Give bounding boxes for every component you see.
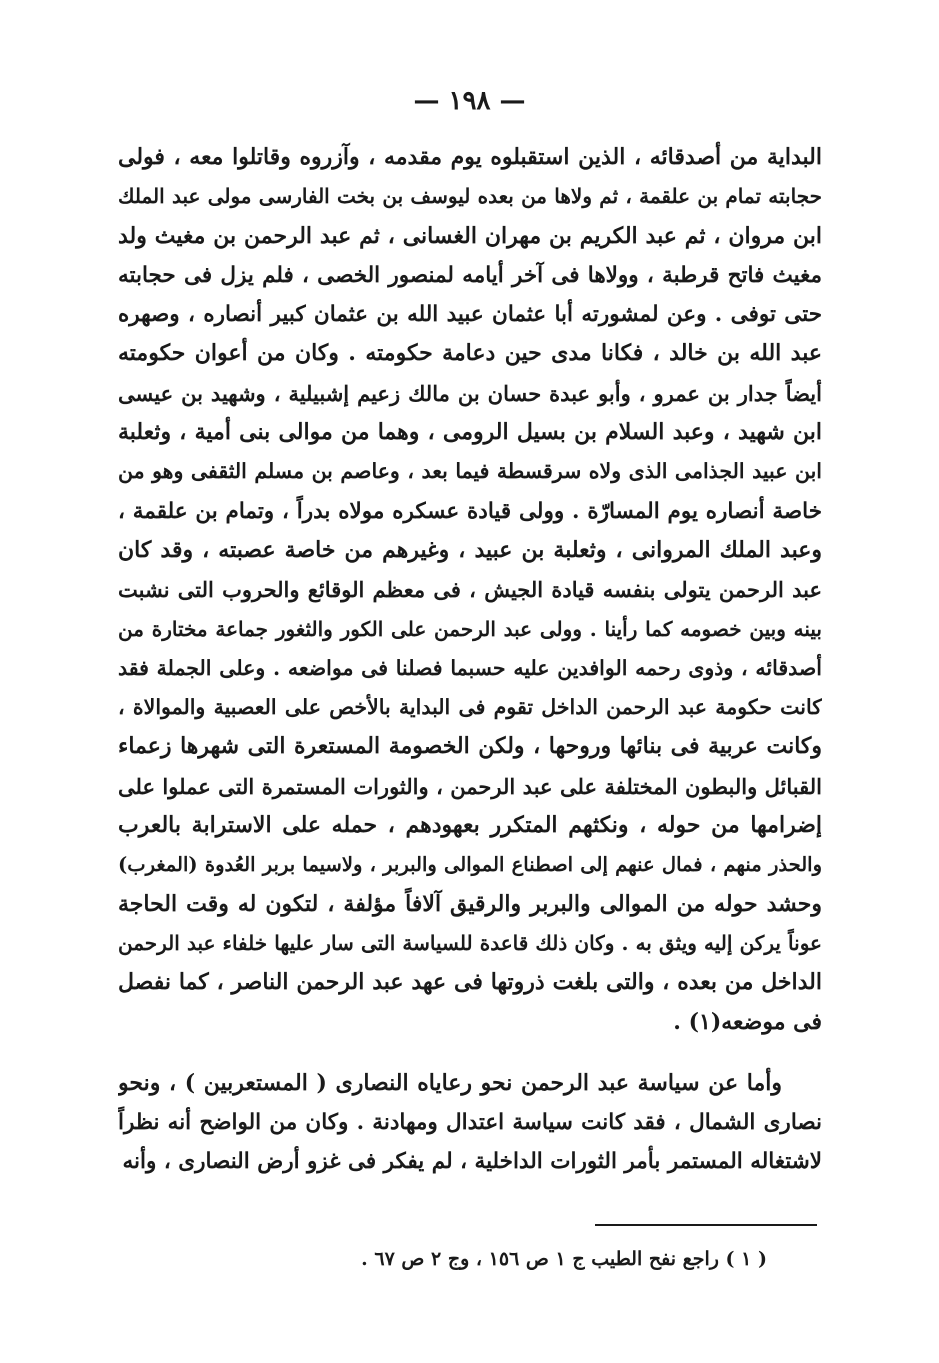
- text-line: عوناً يركن إليه ويثق به . وكان ذلك قاعدة للسياسة التى سار عليها خلفاء عبد الرحمن: [118, 930, 822, 955]
- page-number: — ١٩٨ —: [413, 86, 526, 116]
- body-text: [118, 138, 822, 1182]
- text-line: أصدقائه ، وذوى رحمه الوافدين عليه حسبما فصلنا فى مواضعه . وعلى الجملة فقد: [118, 655, 822, 680]
- text-line: وأما عن سياسة عبد الرحمن نحو رعاياه النصارى ( المستعربين ) ، ونحو: [118, 1069, 782, 1096]
- text-line: حتى توفى . وعن لمشورته أبا عثمان عبيد الله بن عثمان كبير أنصاره ، وصهره: [118, 302, 822, 328]
- text-line: والحذر منهم ، فمال عنهم إلى اصطناع الموالى والبربر ، ولاسيما بربر العُدوة (المغرب): [118, 853, 822, 877]
- text-line: مغيث فاتح قرطبة ، وولاها فى آخر أيامه لمنصور الخصى ، فلم يزل فى حجابته: [118, 262, 822, 288]
- text-line: ابن مروان ، ثم عبد الكريم بن مهران الغسانى ، ثم عبد الرحمن بن مغيث ولد: [118, 222, 822, 249]
- text-line: ابن عبيد الجذامى الذى ولاه سرقسطة فيما بعد ، وعاصم بن مسلم الثقفى وهو من: [118, 459, 822, 484]
- text-line: عبد الرحمن يتولى بنفسه قيادة الجيش ، فى معظم الوقائع والحروب التى نشبت: [118, 577, 822, 603]
- footnote-separator: [595, 1224, 817, 1226]
- text-line: البداية من أصدقائه ، الذين استقبلوه يوم مقدمه ، وآزروه وقاتلوا معه ، فولى: [118, 144, 822, 170]
- text-line: كانت حكومة عبد الرحمن الداخل تقوم فى البداية بالأخص على العصبية والموالاة ،: [118, 695, 822, 720]
- footnote: ( ١ ) راجع نفح الطيب ج ١ ص ١٥٦ ، وج ٢ ص ٦٧ .: [361, 1248, 767, 1270]
- text-line: بينه وبين خصومه كما رأينا . وولى عبد الرحمن على الكور والثغور جماعة مختارة من: [118, 616, 822, 641]
- text-line: القبائل والبطون المختلفة على عبد الرحمن ، والثورات المستمرة التى عملوا على: [118, 773, 822, 799]
- paragraph-gap: [118, 1042, 822, 1064]
- text-line: وعبد الملك المروانى ، وثعلبة بن عبيد ، وغيرهم من خاصة عصبته ، وقد كان: [118, 536, 822, 563]
- text-line: الداخل من بعده ، والتى بلغت ذروتها فى عهد عبد الرحمن الناصر ، كما نفصل: [118, 969, 822, 996]
- text-line: حجابته تمام بن علقمة ، ثم ولاها من بعده ليوسف بن بخت الفارسى مولى عبد الملك: [118, 184, 822, 209]
- text-line: إضرامها من حوله ، ونكثهم المتكرر بعهودهم ، حمله على الاسترابة بالعرب: [118, 812, 822, 839]
- paragraph-1: [118, 138, 822, 1042]
- text-line: نصارى الشمال ، فقد كانت سياسة اعتدال ومهادنة . وكان من الواضح أنه نظراً: [118, 1110, 822, 1136]
- text-line: وحشد حوله من الموالى والبربر والرقيق آلافاً مؤلفة ، لتكون له وقت الحاجة: [118, 890, 822, 917]
- text-line: فى موضعه(١) .: [673, 1008, 822, 1035]
- text-line: أيضاً جدار بن عمرو ، وأبو عبدة حسان بن مالك زعيم إشبيلية ، وشهيد بن عيسى: [118, 380, 822, 406]
- text-line: خاصة أنصاره يوم المسارّة . وولى قيادة عسكره مولاه بدراً ، وتمام بن علقمة ،: [118, 498, 822, 524]
- text-line: لاشتغاله المستمر بأمر الثورات الداخلية ، لم يفكر فى غزو أرض النصارى ، وأنه: [122, 1149, 822, 1175]
- text-line: وكانت عربية فى بنائها وروحها ، ولكن الخصومة المستعرة التى شهرها زعماء: [118, 733, 822, 760]
- text-line: ابن شهيد ، وعبد السلام بن بسيل الرومى ، وهما من موالى بنى أمية ، وثعلبة: [118, 419, 822, 446]
- paragraph-2: [118, 1064, 822, 1182]
- text-line: عبد الله بن خالد ، فكانا مدى حين دعامة حكومته . وكان من أعوان حكومته: [118, 340, 822, 367]
